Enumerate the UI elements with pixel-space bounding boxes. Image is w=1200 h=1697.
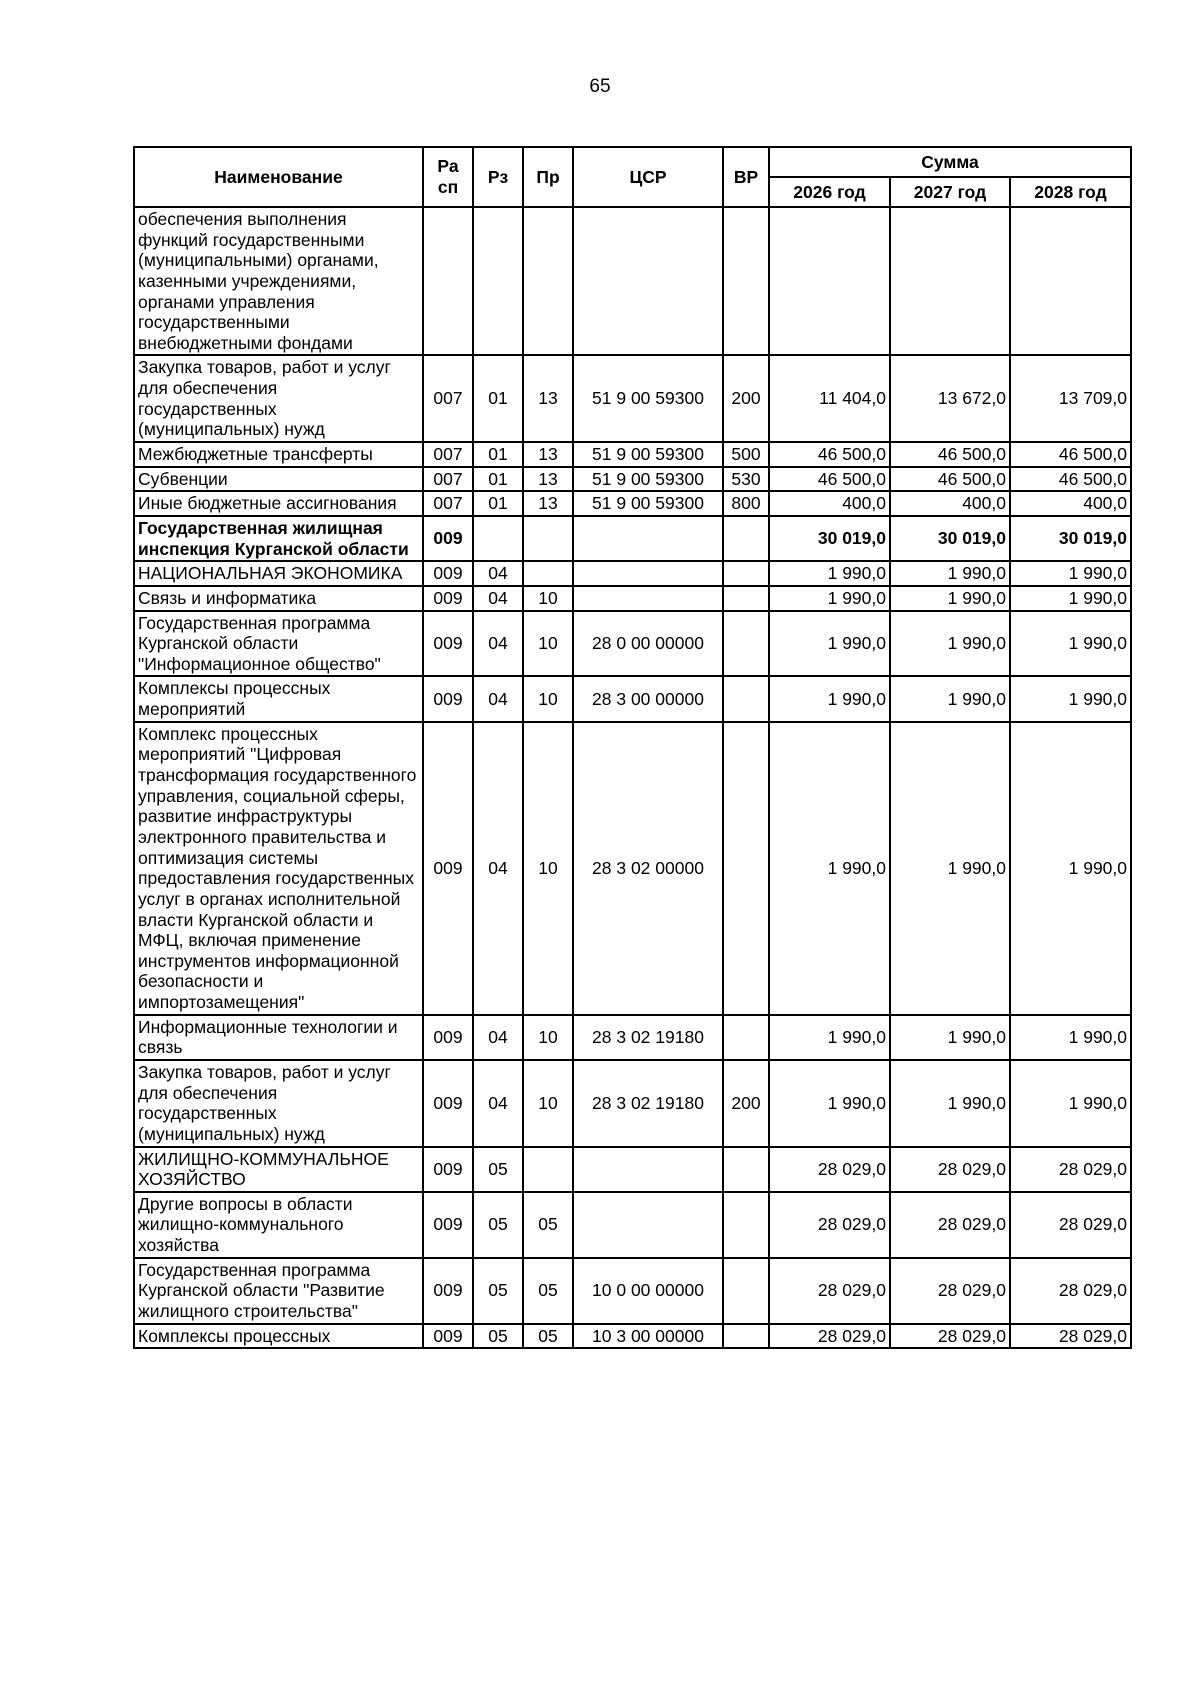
cell-sum-2027: 28 029,0 [890, 1324, 1010, 1349]
cell-rz: 01 [473, 491, 523, 516]
cell-rz: 05 [473, 1192, 523, 1258]
cell-csr: 10 0 00 00000 [573, 1258, 723, 1324]
cell-csr [573, 586, 723, 611]
table-row [134, 467, 1131, 492]
cell-vr [723, 611, 769, 677]
cell-vr [723, 1192, 769, 1258]
cell-rasp: 007 [423, 355, 473, 442]
cell-sum-2026: 46 500,0 [769, 467, 890, 492]
cell-rz: 04 [473, 586, 523, 611]
cell-pr [523, 1147, 573, 1192]
cell-name: ЖИЛИЩНО-КОММУНАЛЬНОЕ ХОЗЯЙСТВО [134, 1147, 423, 1192]
table-row [134, 1060, 1131, 1147]
cell-vr [723, 561, 769, 586]
header-pr: Пр [523, 147, 573, 207]
cell-rz: 04 [473, 722, 523, 1015]
cell-sum-2027: 28 029,0 [890, 1147, 1010, 1192]
cell-pr: 10 [523, 1015, 573, 1060]
cell-sum-2026: 11 404,0 [769, 355, 890, 442]
cell-sum-2026: 28 029,0 [769, 1147, 890, 1192]
cell-pr: 05 [523, 1258, 573, 1324]
cell-rasp: 007 [423, 442, 473, 467]
cell-vr: 200 [723, 1060, 769, 1147]
table-row [134, 586, 1131, 611]
table-row [134, 1258, 1131, 1324]
cell-sum-2026: 46 500,0 [769, 442, 890, 467]
cell-sum-2027: 1 990,0 [890, 1060, 1010, 1147]
page-number: 65 [589, 76, 611, 97]
cell-sum-2027: 13 672,0 [890, 355, 1010, 442]
table-row [134, 207, 1131, 355]
cell-sum-2026: 1 990,0 [769, 676, 890, 721]
cell-name: Государственная программа Курганской области "Развитие жилищного строительства" [134, 1258, 423, 1324]
cell-sum-2027: 28 029,0 [890, 1192, 1010, 1258]
cell-csr [573, 207, 723, 355]
cell-sum-2026: 28 029,0 [769, 1192, 890, 1258]
cell-sum-2026: 28 029,0 [769, 1324, 890, 1349]
table-row [134, 442, 1131, 467]
cell-sum-2026: 28 029,0 [769, 1258, 890, 1324]
cell-pr [523, 561, 573, 586]
cell-rz: 01 [473, 442, 523, 467]
cell-csr: 51 9 00 59300 [573, 467, 723, 492]
table-row [134, 1147, 1131, 1192]
cell-csr: 51 9 00 59300 [573, 442, 723, 467]
cell-name: Другие вопросы в области жилищно-коммунального хозяйства [134, 1192, 423, 1258]
cell-pr [523, 516, 573, 561]
cell-pr: 13 [523, 442, 573, 467]
header-year-2028: 2028 год [1010, 177, 1131, 207]
cell-pr: 05 [523, 1192, 573, 1258]
cell-name: НАЦИОНАЛЬНАЯ ЭКОНОМИКА [134, 561, 423, 586]
table-row [134, 676, 1131, 721]
header-vr: ВР [723, 147, 769, 207]
cell-vr [723, 516, 769, 561]
cell-sum-2027: 1 990,0 [890, 561, 1010, 586]
cell-sum-2028: 1 990,0 [1010, 561, 1131, 586]
cell-sum-2027: 46 500,0 [890, 467, 1010, 492]
cell-csr: 28 3 02 19180 [573, 1015, 723, 1060]
cell-rz [473, 207, 523, 355]
budget-table [133, 146, 1132, 1349]
header-year-2027: 2027 год [890, 177, 1010, 207]
cell-sum-2027: 1 990,0 [890, 676, 1010, 721]
cell-sum-2026: 1 990,0 [769, 561, 890, 586]
cell-csr [573, 1147, 723, 1192]
cell-sum-2027: 400,0 [890, 491, 1010, 516]
cell-pr: 10 [523, 676, 573, 721]
cell-pr [523, 207, 573, 355]
cell-pr: 05 [523, 1324, 573, 1349]
cell-name: Комплексы процессных [134, 1324, 423, 1349]
table-header [134, 147, 1131, 207]
cell-sum-2027: 46 500,0 [890, 442, 1010, 467]
cell-sum-2026: 400,0 [769, 491, 890, 516]
cell-pr: 13 [523, 491, 573, 516]
cell-rasp: 009 [423, 722, 473, 1015]
cell-sum-2028: 1 990,0 [1010, 611, 1131, 677]
cell-rz [473, 516, 523, 561]
cell-csr: 28 0 00 00000 [573, 611, 723, 677]
cell-vr: 530 [723, 467, 769, 492]
cell-name: обеспечения выполнения функций государственными (муниципальными) органами, казенными учреждениями, органами управления государственными внебюджетными фондами [134, 207, 423, 355]
table-row [134, 1192, 1131, 1258]
cell-sum-2027: 30 019,0 [890, 516, 1010, 561]
table-row [134, 355, 1131, 442]
table-row [134, 722, 1131, 1015]
cell-csr: 51 9 00 59300 [573, 355, 723, 442]
cell-rz: 05 [473, 1147, 523, 1192]
cell-name: Межбюджетные трансферты [134, 442, 423, 467]
cell-name: Информационные технологии и связь [134, 1015, 423, 1060]
table-row [134, 516, 1131, 561]
cell-pr: 10 [523, 1060, 573, 1147]
cell-sum-2028: 28 029,0 [1010, 1147, 1131, 1192]
cell-rz: 05 [473, 1258, 523, 1324]
cell-csr: 10 3 00 00000 [573, 1324, 723, 1349]
cell-sum-2026: 1 990,0 [769, 586, 890, 611]
cell-sum-2028: 1 990,0 [1010, 1015, 1131, 1060]
cell-sum-2026 [769, 207, 890, 355]
cell-rasp: 007 [423, 467, 473, 492]
cell-vr [723, 207, 769, 355]
cell-vr: 200 [723, 355, 769, 442]
cell-rasp [423, 207, 473, 355]
cell-sum-2027: 1 990,0 [890, 1015, 1010, 1060]
cell-vr [723, 1258, 769, 1324]
cell-name: Связь и информатика [134, 586, 423, 611]
cell-sum-2028: 46 500,0 [1010, 467, 1131, 492]
cell-name: Иные бюджетные ассигнования [134, 491, 423, 516]
cell-sum-2027: 1 990,0 [890, 586, 1010, 611]
header-name: Наименование [134, 147, 423, 207]
header-csr: ЦСР [573, 147, 723, 207]
cell-vr [723, 676, 769, 721]
cell-csr: 28 3 02 00000 [573, 722, 723, 1015]
cell-sum-2027: 1 990,0 [890, 722, 1010, 1015]
cell-csr [573, 516, 723, 561]
cell-csr: 28 3 02 19180 [573, 1060, 723, 1147]
cell-sum-2026: 1 990,0 [769, 722, 890, 1015]
cell-vr: 500 [723, 442, 769, 467]
cell-vr [723, 586, 769, 611]
cell-pr: 10 [523, 611, 573, 677]
cell-csr [573, 1192, 723, 1258]
table-row [134, 1015, 1131, 1060]
cell-vr [723, 1147, 769, 1192]
cell-rz: 01 [473, 467, 523, 492]
table-row [134, 561, 1131, 586]
cell-sum-2028: 1 990,0 [1010, 586, 1131, 611]
cell-sum-2028: 1 990,0 [1010, 722, 1131, 1015]
cell-csr: 51 9 00 59300 [573, 491, 723, 516]
header-rasp: Ра сп [423, 147, 473, 207]
cell-name: Комплексы процессных мероприятий [134, 676, 423, 721]
cell-rz: 04 [473, 1015, 523, 1060]
cell-sum-2028: 28 029,0 [1010, 1324, 1131, 1349]
cell-rz: 04 [473, 561, 523, 586]
cell-name: Государственная программа Курганской области "Информационное общество" [134, 611, 423, 677]
cell-sum-2028: 1 990,0 [1010, 676, 1131, 721]
cell-name: Субвенции [134, 467, 423, 492]
cell-rasp: 009 [423, 1192, 473, 1258]
cell-rz: 04 [473, 611, 523, 677]
cell-vr [723, 1324, 769, 1349]
cell-rz: 04 [473, 1060, 523, 1147]
cell-name: Государственная жилищная инспекция Курганской области [134, 516, 423, 561]
table-row [134, 611, 1131, 677]
cell-sum-2026: 1 990,0 [769, 1015, 890, 1060]
cell-sum-2027: 1 990,0 [890, 611, 1010, 677]
cell-sum-2027 [890, 207, 1010, 355]
cell-vr [723, 1015, 769, 1060]
cell-rasp: 009 [423, 1258, 473, 1324]
cell-rz: 04 [473, 676, 523, 721]
cell-pr: 10 [523, 586, 573, 611]
cell-rasp: 009 [423, 1324, 473, 1349]
table-row [134, 1324, 1131, 1349]
cell-sum-2026: 30 019,0 [769, 516, 890, 561]
cell-name: Закупка товаров, работ и услуг для обеспечения государственных (муниципальных) нужд [134, 1060, 423, 1147]
header-rz: Рз [473, 147, 523, 207]
cell-name: Закупка товаров, работ и услуг для обеспечения государственных (муниципальных) нужд [134, 355, 423, 442]
cell-rasp: 009 [423, 516, 473, 561]
cell-sum-2028: 46 500,0 [1010, 442, 1131, 467]
cell-sum-2026: 1 990,0 [769, 1060, 890, 1147]
cell-rasp: 009 [423, 611, 473, 677]
cell-rasp: 009 [423, 1015, 473, 1060]
cell-rasp: 009 [423, 1147, 473, 1192]
cell-sum-2028: 400,0 [1010, 491, 1131, 516]
cell-csr: 28 3 00 00000 [573, 676, 723, 721]
cell-rz: 01 [473, 355, 523, 442]
header-sum: Сумма [769, 147, 1131, 177]
cell-pr: 10 [523, 722, 573, 1015]
cell-rasp: 009 [423, 1060, 473, 1147]
cell-sum-2028 [1010, 207, 1131, 355]
cell-sum-2026: 1 990,0 [769, 611, 890, 677]
cell-sum-2027: 28 029,0 [890, 1258, 1010, 1324]
cell-sum-2028: 30 019,0 [1010, 516, 1131, 561]
cell-rasp: 009 [423, 561, 473, 586]
table-row [134, 491, 1131, 516]
cell-sum-2028: 1 990,0 [1010, 1060, 1131, 1147]
cell-rasp: 009 [423, 586, 473, 611]
cell-rasp: 007 [423, 491, 473, 516]
cell-rasp: 009 [423, 676, 473, 721]
cell-csr [573, 561, 723, 586]
cell-pr: 13 [523, 467, 573, 492]
cell-name: Комплекс процессных мероприятий "Цифровая трансформация государственного управления, социальной сферы, развитие инфраструктуры электронного правительства и оптимизация системы предоставления государственных услуг в органах исполнительной власти Курганской области и МФЦ, включая применение инструментов информационной безопасности и импортозамещения" [134, 722, 423, 1015]
cell-vr [723, 722, 769, 1015]
cell-rz: 05 [473, 1324, 523, 1349]
cell-sum-2028: 28 029,0 [1010, 1192, 1131, 1258]
cell-sum-2028: 28 029,0 [1010, 1258, 1131, 1324]
cell-vr: 800 [723, 491, 769, 516]
cell-pr: 13 [523, 355, 573, 442]
cell-sum-2028: 13 709,0 [1010, 355, 1131, 442]
header-year-2026: 2026 год [769, 177, 890, 207]
table-body [134, 207, 1131, 1348]
